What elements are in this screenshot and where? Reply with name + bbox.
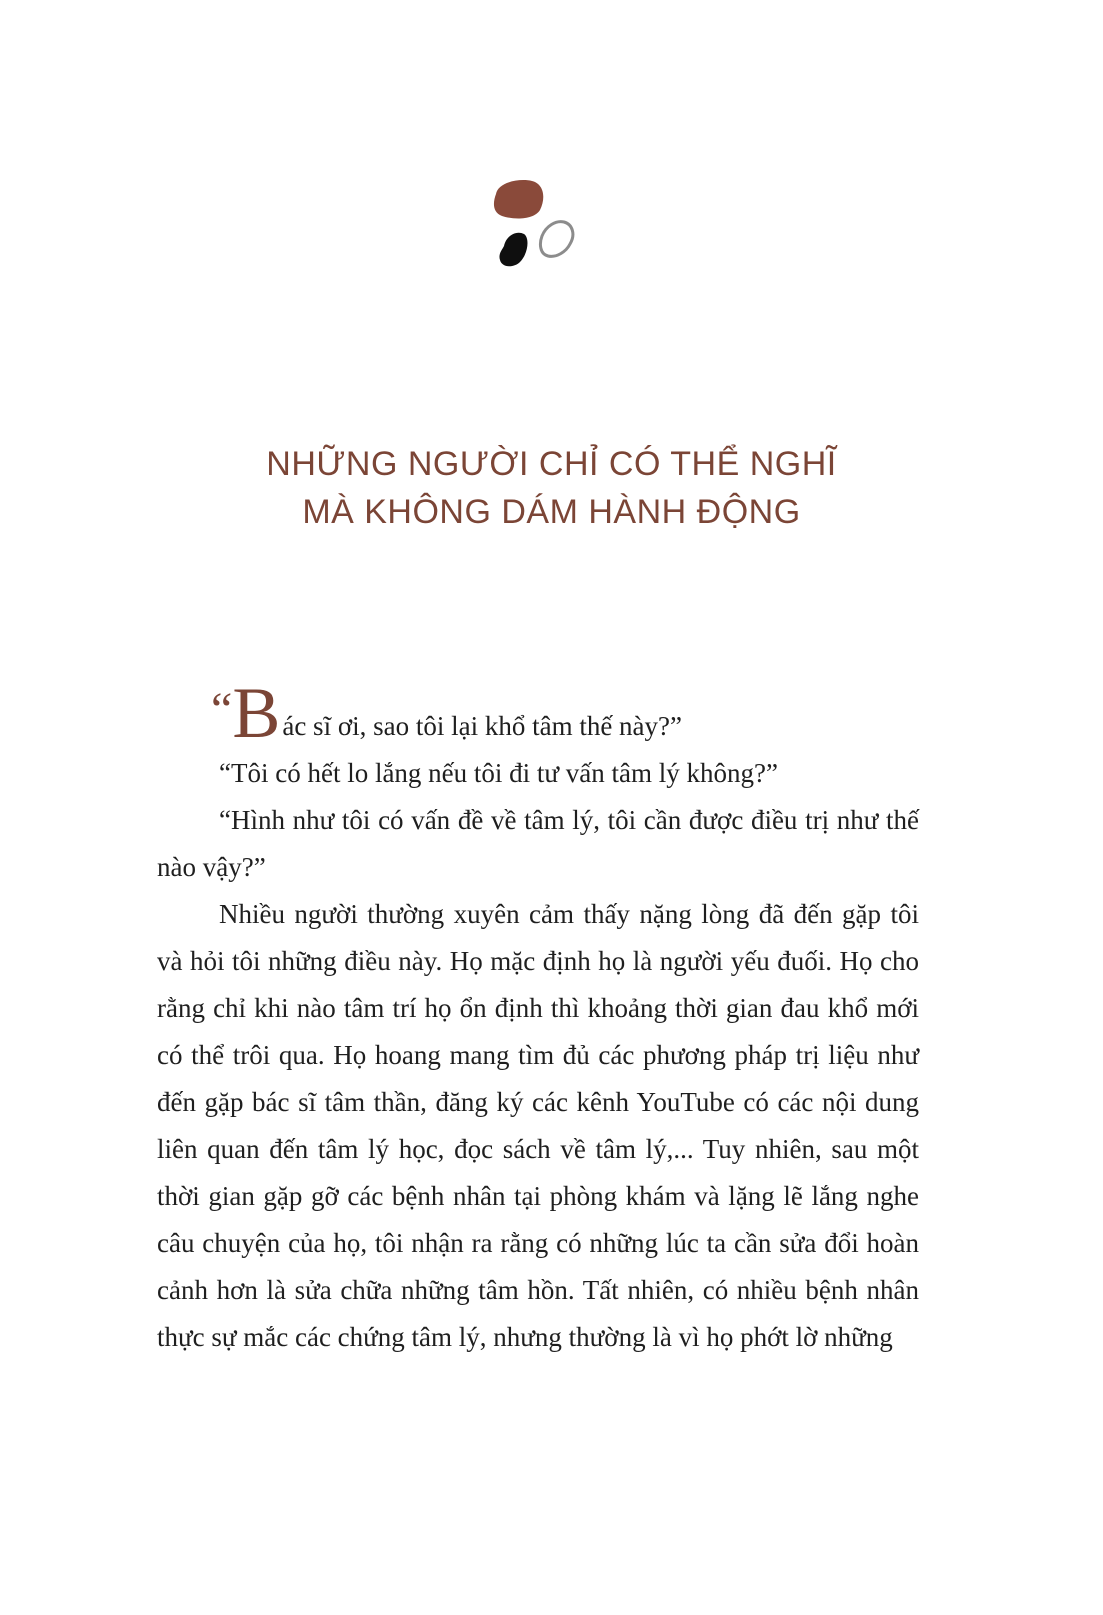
chapter-title [0,440,1103,536]
chapter-title-line-2: MÀ KHÔNG DÁM HÀNH ĐỘNG [302,493,801,531]
stones-ornament-icon [490,178,586,274]
outline-stone-shape [540,222,572,257]
paragraph-4: Nhiều người thường xuyên cảm thấy nặng lòng đã đến gặp tôi và hỏi tôi những điều này. Họ mặc định họ là người yếu đuối. Họ cho rằng chỉ khi nào tâm trí họ ổn định thì khoảng thời gian đau khổ mới có thể trôi qua. Họ hoang mang tìm đủ các phương pháp trị liệu như đến gặp bác sĩ tâm thần, đăng ký các kênh YouTube có các nội dung liên quan đến tâm lý học, đọc sách về tâm lý,... Tuy nhiên, sau một thời gian gặp gỡ các bệnh nhân tại phòng khám và lặng lẽ lắng nghe câu chuyện của họ, tôi nhận ra rằng có những lúc ta cần sửa đổi hoàn cảnh hơn là sửa chữa những tâm hồn. Tất nhiên, có nhiều bệnh nhân thực sự mắc các chứng tâm lý, nhưng thường là vì họ phớt lờ những [157,899,919,1352]
dropcap-open-quote: “ [211,683,233,736]
chapter-title-line-1: NHỮNG NGƯỜI CHỈ CÓ THỂ NGHĨ [266,445,837,483]
top-stone-shape [494,180,543,218]
paragraph-3: “Hình như tôi có vấn đề về tâm lý, tôi cần được điều trị như thế nào vậy?” [157,805,919,882]
paragraph-2: “Tôi có hết lo lắng nếu tôi đi tư vấn tâm lý không?” [219,758,778,788]
body-text [157,673,919,1361]
dropcap-letter: B [232,673,281,753]
paragraph-1-text: ác sĩ ơi, sao tôi lại khổ tâm thế này?” [282,711,683,741]
paragraph-1 [157,673,919,753]
bottom-stone-shape [499,233,527,267]
